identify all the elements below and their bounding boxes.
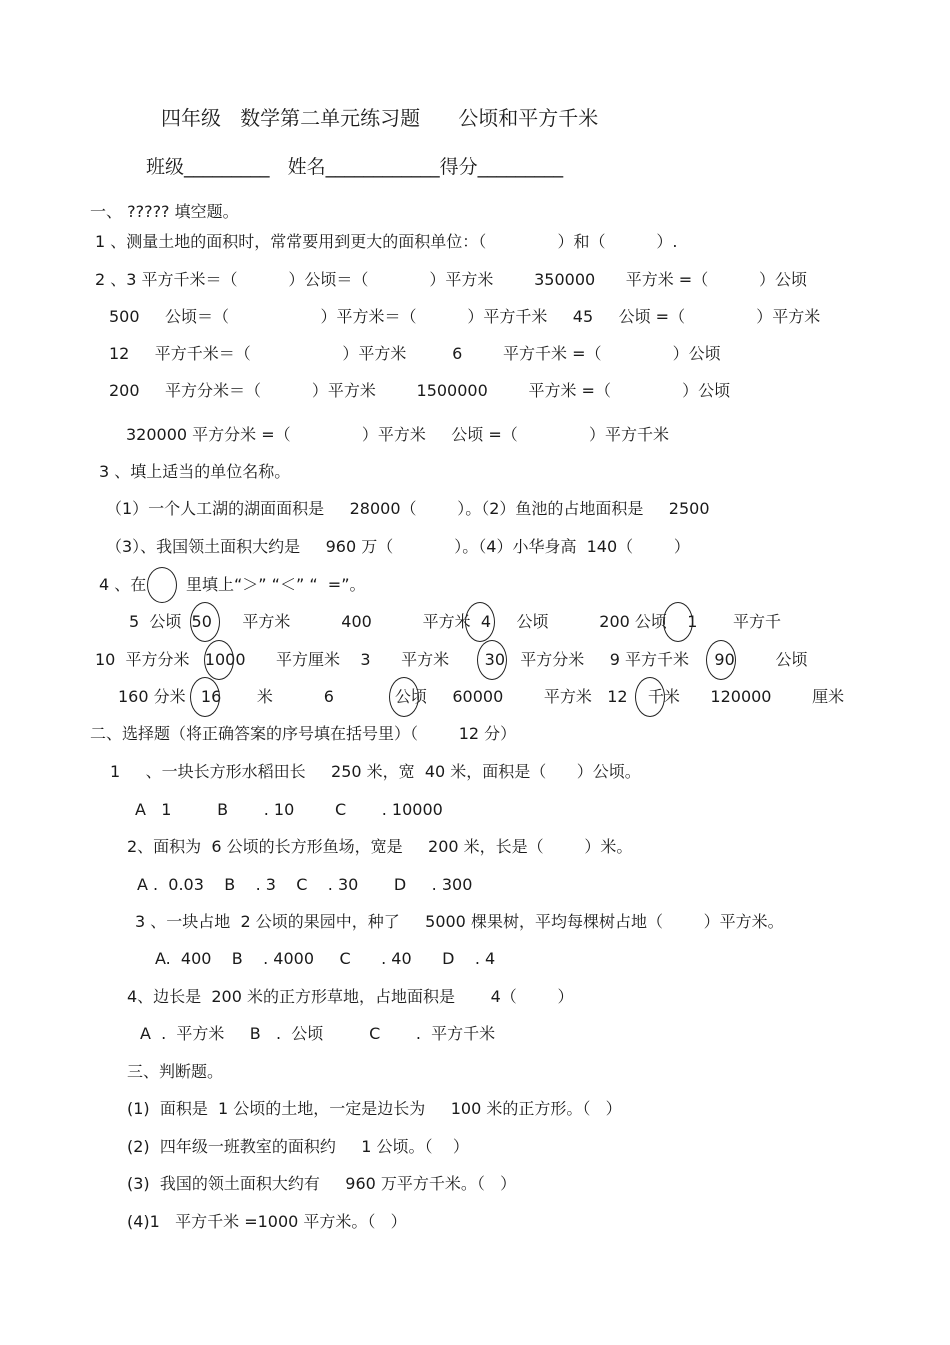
q1-1: 1 、测量土地的面积时，常常要用到更大的面积单位：（ ）和（ ）. [95, 232, 678, 251]
compare-circle[interactable] [706, 640, 736, 680]
q1-2-row2: 500 公顷＝（ ）平方米＝（ ）平方千米 45 公顷 =（ ）平方米 [109, 307, 821, 326]
q1-4-heading-a: 4 、在 [99, 575, 147, 594]
q2-2: 2、面积为 6 公顷的长方形鱼场，宽是 200 米，长是（ ）米。 [127, 837, 633, 856]
compare-circle[interactable] [204, 640, 234, 680]
q1-3-heading: 3 、填上适当的单位名称。 [99, 462, 291, 481]
compare-circle[interactable] [190, 677, 220, 717]
q2-2-options: A . 0.03 B . 3 C . 30 D . 300 [137, 875, 473, 894]
section2-heading: 二、选择题（将正确答案的序号填在括号里）（ 12 分） [90, 724, 517, 743]
compare-circle[interactable] [635, 677, 665, 717]
q1-2-row4: 200 平方分米＝（ ）平方米 1500000 平方米 =（ ）公顷 [109, 381, 731, 400]
q1-4-row3: 160 分米 16 米 6 公顷 60000 平方米 12 千米 120000 厘米 [118, 687, 845, 706]
page-title: 四年级 数学第二单元练习题 公顷和平方千米 [161, 106, 599, 130]
q2-4-options: A . 平方米 B . 公顷 C . 平方千米 [140, 1024, 496, 1043]
q2-1-options: A 1 B . 10 C . 10000 [135, 800, 443, 819]
compare-circle[interactable] [663, 602, 693, 642]
judge-item: (2) 四年级一班教室的面积约 1 公顷。（ ） [127, 1137, 469, 1156]
q2-1: 1 、一块长方形水稻田长 250 米，宽 40 米，面积是（ ）公顷。 [110, 762, 641, 781]
compare-circle[interactable] [477, 640, 507, 680]
compare-circle-example [147, 567, 177, 603]
q2-4: 4、边长是 200 米的正方形草地，占地面积是 4（ ） [127, 987, 574, 1006]
compare-circle[interactable] [389, 677, 419, 717]
section1-heading: 一、 ????? 填空题。 [90, 202, 239, 221]
q1-3-row1: （1）一个人工湖的湖面面积是 28000（ ）。（2）鱼池的占地面积是 2500 [106, 499, 710, 518]
judge-item: (1) 面积是 1 公顷的土地，一定是边长为 100 米的正方形。（ ） [127, 1099, 622, 1118]
section3-heading: 三、判断题。 [127, 1062, 224, 1081]
q2-3-options: A. 400 B . 4000 C . 40 D . 4 [155, 949, 496, 968]
compare-circle[interactable] [190, 602, 220, 642]
compare-circle[interactable] [465, 602, 495, 642]
q2-3: 3 、一块占地 2 公顷的果园中，种了 5000 棵果树，平均每棵树占地（ ）平方米。 [135, 912, 784, 931]
q1-2-row5: 320000 平方分米 =（ ）平方米 公顷 =（ ）平方千米 [126, 425, 669, 444]
q1-4-row1: 5 公顷 50 平方米 400 平方米 4 公顷 200 公顷 1 平方千 [129, 612, 782, 631]
q1-3-row2: （3）、我国领土面积大约是 960 万（ ）。（4）小华身高 140（ ） [106, 537, 690, 556]
student-info-line: 班级_________ 姓名____________得分_________ [146, 156, 564, 178]
q1-2-row3: 12 平方千米＝（ ）平方米 6 平方千米 =（ ）公顷 [109, 344, 721, 363]
judge-item: (4)1 平方千米 =1000 平方米。（ ） [127, 1212, 407, 1231]
q1-4-heading-b: 里填上“＞” “＜” “ =”。 [186, 575, 366, 594]
judge-item: (3) 我国的领土面积大约有 960 万平方千米。（ ） [127, 1174, 517, 1193]
q1-4-row2: 10 平方分米 1000 平方厘米 3 平方米 30 平方分米 9 平方千米 90 公顷 [95, 650, 808, 669]
q1-2-row1: 2 、3 平方千米＝（ ）公顷＝（ ）平方米 350000 平方米 =（ ）公顷 [95, 270, 808, 289]
